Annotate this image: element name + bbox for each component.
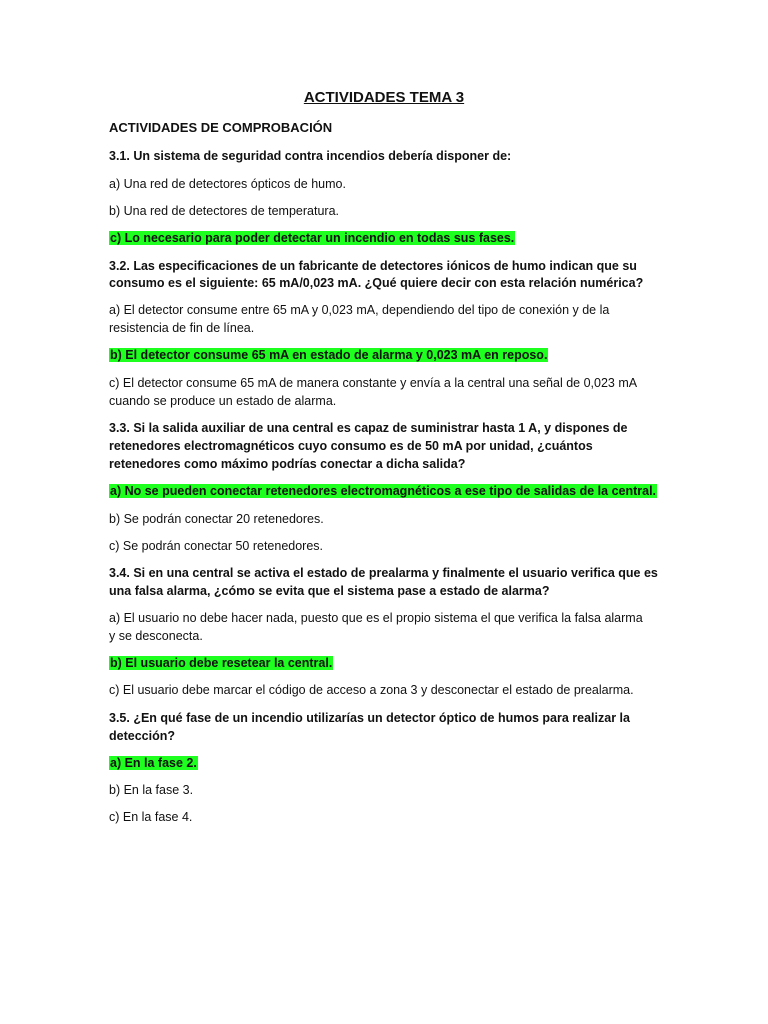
question-3-5-line-2: detección? [109, 729, 175, 743]
question-3-4-line-1: 3.4. Si en una central se activa el estado de prealarma y finalmente el usuario verifica que es [109, 566, 658, 580]
option-3-1-a: a) Una red de detectores ópticos de humo. [109, 177, 346, 191]
question-3-4-line-2: una falsa alarma, ¿cómo se evita que el sistema pase a estado de alarma? [109, 584, 550, 598]
question-3-3-line-1: 3.3. Si la salida auxiliar de una central es capaz de suministrar hasta 1 A, y dispones de [109, 421, 628, 435]
document-title: ACTIVIDADES TEMA 3 [303, 89, 465, 106]
option-3-2-c-line-1: c) El detector consume 65 mA de manera constante y envía a la central una señal de 0,023 mA [109, 376, 638, 390]
highlighted-answer: b) El detector consume 65 mA en estado de alarma y 0,023 mA en reposo. [110, 348, 548, 362]
option-3-4-b-answer [109, 654, 669, 672]
highlighted-answer: a) En la fase 2. [110, 756, 197, 770]
question-3-2-line-1: 3.2. Las especificaciones de un fabricante de detectores iónicos de humo indican que su [109, 259, 637, 273]
highlighted-answer: a) No se pueden conectar retenedores electromagnéticos a ese tipo de salidas de la central. [110, 484, 657, 498]
highlighted-answer: b) El usuario debe resetear la central. [110, 656, 333, 670]
option-3-2-c-line-2: cuando se produce un estado de alarma. [109, 394, 337, 408]
option-3-1-b: b) Una red de detectores de temperatura. [109, 204, 339, 218]
option-3-4-a-line-1: a) El usuario no debe hacer nada, puesto que es el propio sistema el que verifica la falsa alarma [109, 611, 643, 625]
option-3-3-b: b) Se podrán conectar 20 retenedores. [109, 512, 324, 526]
option-3-4-c: c) El usuario debe marcar el código de acceso a zona 3 y desconectar el estado de prealarma. [109, 683, 634, 697]
question-3-5-line-1: 3.5. ¿En qué fase de un incendio utilizarías un detector óptico de humos para realizar la [109, 711, 630, 725]
question-3-2-line-2: consumo es el siguiente: 65 mA/0,023 mA. ¿Qué quiere decir con esta relación numérica? [109, 276, 644, 290]
highlighted-answer: c) Lo necesario para poder detectar un incendio en todas sus fases. [110, 231, 515, 245]
option-3-2-a-line-1: a) El detector consume entre 65 mA y 0,023 mA, dependiendo del tipo de conexión y de la [109, 303, 610, 317]
question-3-3-line-3: retenedores como máximo podrías conectar a dicha salida? [109, 457, 466, 471]
option-3-5-c: c) En la fase 4. [109, 810, 193, 824]
option-3-5-a-answer [109, 754, 669, 772]
option-3-4-a-line-2: y se desconecta. [109, 629, 203, 643]
option-3-2-b-answer [109, 346, 669, 364]
question-3-3-line-2: retenedores electromagnéticos cuyo consumo es de 50 mA por unidad, ¿cuántos [109, 439, 593, 453]
option-3-2-a-line-2: resistencia de fin de línea. [109, 321, 255, 335]
option-3-5-b: b) En la fase 3. [109, 783, 194, 797]
option-3-3-c: c) Se podrán conectar 50 retenedores. [109, 539, 324, 553]
option-3-3-a-answer [109, 482, 669, 500]
section-heading: ACTIVIDADES DE COMPROBACIÓN [109, 120, 333, 135]
question-3-1-line-1: 3.1. Un sistema de seguridad contra incendios debería disponer de: [109, 149, 512, 163]
option-3-1-c-answer [109, 229, 669, 247]
